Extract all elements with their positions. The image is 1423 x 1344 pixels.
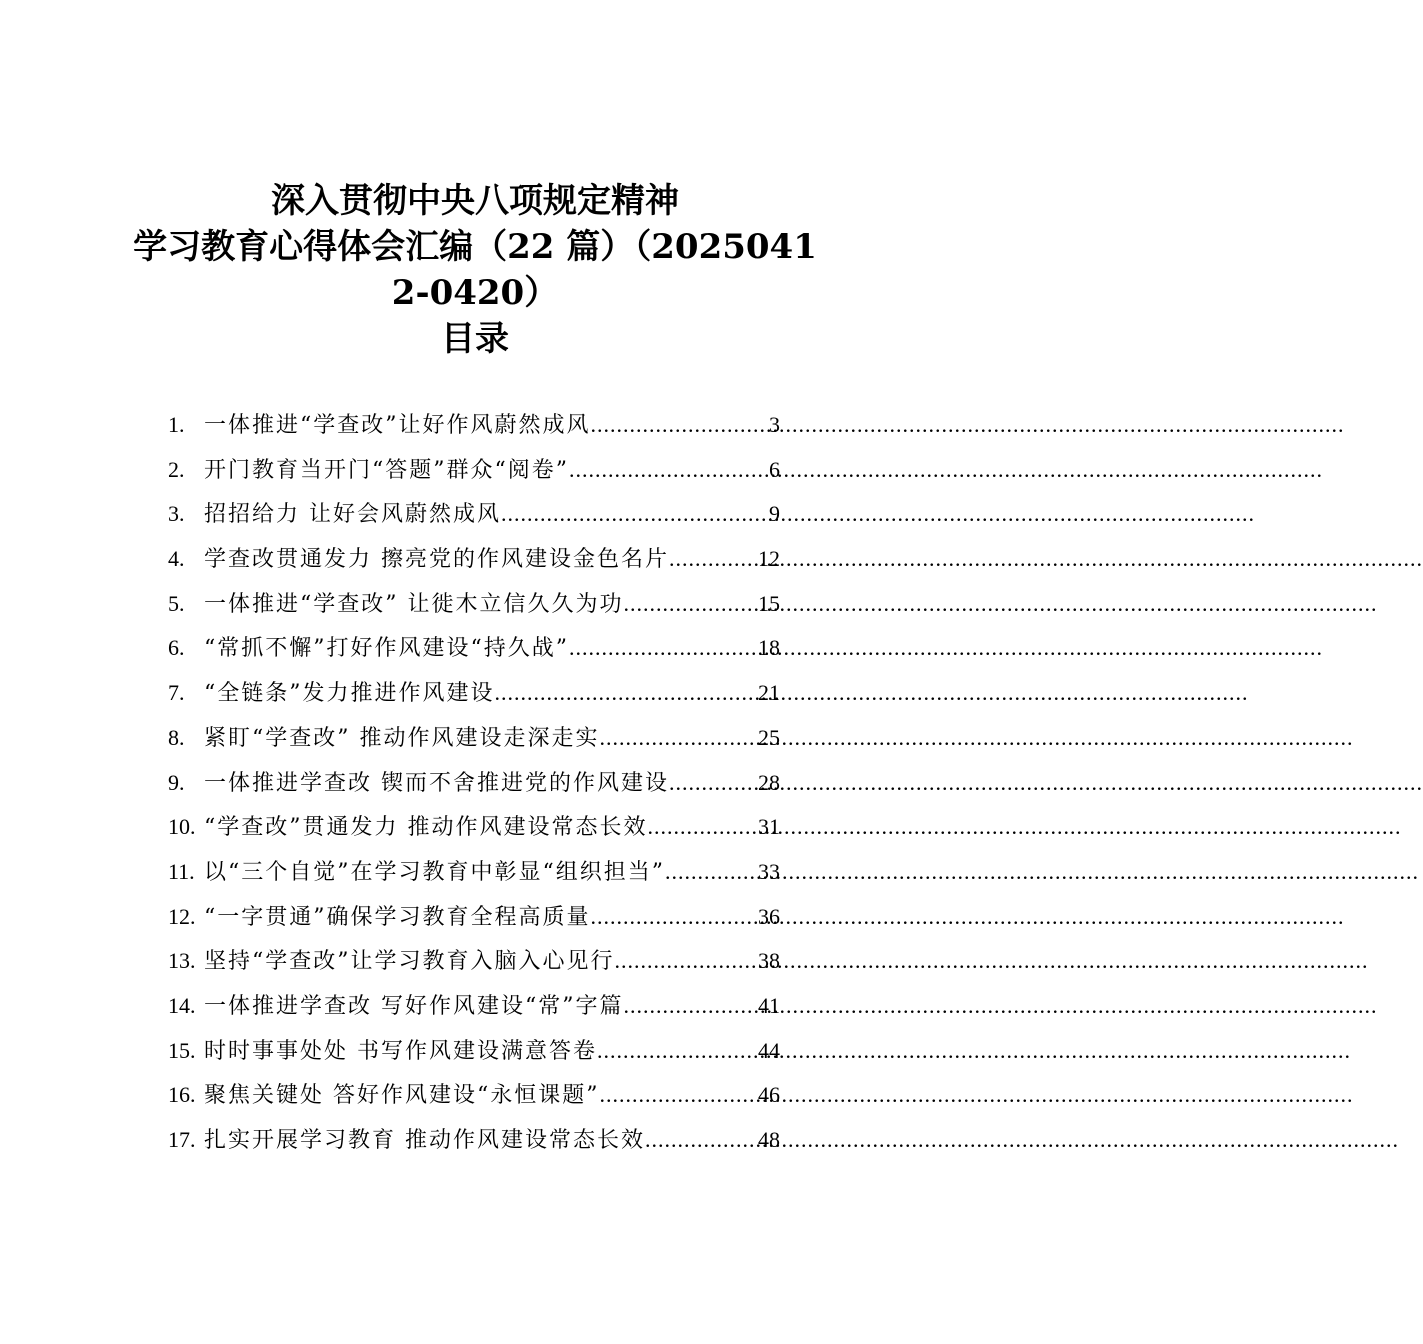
toc-dot-leader [591,904,759,930]
toc-entry[interactable] [168,900,780,945]
toc-entry-title: 聚焦关键处 答好作风建设“永恒课题” [204,1083,600,1109]
toc-entry-page: 41 [758,992,780,1018]
toc-entry-title: 开门教育当开门“答题”群众“阅卷” [204,457,569,483]
toc-entry-page: 31 [758,814,780,840]
toc-entry[interactable] [168,944,780,989]
toc-entry-title: 紧盯“学查改” 推动作风建设走深走实 [204,725,600,751]
toc-entry-page: 21 [758,680,780,706]
toc-entry-number: 16. [168,1082,196,1108]
toc-entry-page: 44 [758,1037,780,1063]
toc-entry-title: “全链条”发力推进作风建设 [204,681,495,707]
toc-entry-page: 48 [758,1127,780,1152]
toc-entry[interactable] [168,453,780,498]
toc-entry-page: 18 [758,635,780,661]
toc-entry-number: 3. [168,501,185,527]
toc-heading: 目录 [441,319,509,359]
toc-entry-page: 15 [758,590,780,616]
toc-dot-leader [600,725,759,751]
toc-entry[interactable] [168,766,780,811]
toc-entry-number: 17. [168,1127,196,1152]
toc-entry[interactable] [168,989,780,1034]
toc-entry-number: 9. [168,769,185,795]
toc-dot-leader [669,546,758,572]
toc-entry-number: 10. [168,814,196,840]
toc-dot-leader [669,770,758,796]
toc-entry-title: 以“三个自觉”在学习教育中彰显“组织担当” [204,859,665,885]
toc-entry[interactable] [168,631,780,676]
toc-entry-title: 扎实开展学习教育 推动作风建设常态长效 [204,1128,645,1153]
toc-entry-title: “一字贯通”确保学习教育全程高质量 [204,904,591,930]
toc-dot-leader [495,680,759,706]
table-of-contents [168,408,780,1168]
toc-entry[interactable] [168,408,780,453]
title-line-2: 学习教育心得体会汇编（22 篇）（2025041 [133,227,817,267]
toc-entry-title: 一体推进“学查改” 让徙木立信久久为功 [204,591,624,617]
toc-entry[interactable] [168,810,780,855]
toc-entry-page: 3 [769,412,780,437]
toc-entry-number: 15. [168,1037,196,1063]
toc-entry-page: 25 [758,724,780,750]
toc-entry-title: 一体推进学查改 写好作风建设“常”字篇 [204,993,624,1019]
toc-entry[interactable] [168,855,780,900]
title-line-1: 深入贯彻中央八项规定精神 [271,181,679,221]
toc-dot-leader [569,457,769,483]
toc-entry-title: “学查改”贯通发力 推动作风建设常态长效 [204,815,648,841]
toc-dot-leader [569,635,758,661]
toc-entry-title: 一体推进“学查改”让好作风蔚然成风 [204,413,591,438]
toc-entry-number: 6. [168,635,185,661]
toc-entry-number: 4. [168,546,185,572]
toc-entry[interactable] [168,1123,780,1168]
toc-entry-number: 2. [168,456,185,482]
toc-entry-title: 学查改贯通发力 擦亮党的作风建设金色名片 [204,547,669,573]
toc-entry-page: 6 [769,456,780,482]
toc-dot-leader [615,948,759,974]
toc-entry-number: 1. [168,412,185,437]
toc-dot-leader [591,412,770,438]
toc-entry[interactable] [168,676,780,721]
toc-dot-leader [648,814,759,840]
toc-dot-leader [624,591,759,617]
toc-entry-number: 12. [168,903,196,929]
toc-dot-leader [624,993,759,1019]
toc-entry-page: 33 [758,858,780,884]
toc-dot-leader [645,1127,758,1153]
toc-dot-leader [665,859,758,885]
toc-entry[interactable] [168,1034,780,1079]
toc-dot-leader [597,1038,758,1064]
title-line-3: 2-0420） [391,273,559,313]
toc-entry-page: 28 [758,769,780,795]
toc-entry-number: 8. [168,724,185,750]
toc-dot-leader [501,501,769,527]
toc-dot-leader [600,1082,759,1108]
toc-entry[interactable] [168,587,780,632]
toc-entry-title: 招招给力 让好会风蔚然成风 [204,502,501,528]
document-title [0,178,950,362]
toc-entry-page: 38 [758,948,780,974]
toc-entry-number: 11. [168,858,195,884]
toc-entry-page: 36 [758,903,780,929]
toc-entry-number: 13. [168,948,196,974]
toc-entry-page: 12 [758,546,780,572]
toc-entry-page: 46 [758,1082,780,1108]
toc-entry[interactable] [168,721,780,766]
toc-entry-page: 9 [769,501,780,527]
toc-entry-title: 一体推进学查改 锲而不舍推进党的作风建设 [204,770,669,796]
toc-entry-number: 14. [168,992,196,1018]
toc-entry-number: 5. [168,590,185,616]
toc-entry-title: 坚持“学查改”让学习教育入脑入心见行 [204,949,615,975]
toc-entry[interactable] [168,1078,780,1123]
toc-entry-title: 时时事事处处 书写作风建设满意答卷 [204,1038,597,1064]
toc-entry[interactable] [168,497,780,542]
toc-entry-title: “常抓不懈”打好作风建设“持久战” [204,636,569,662]
toc-entry-number: 7. [168,680,185,706]
toc-entry[interactable] [168,542,780,587]
